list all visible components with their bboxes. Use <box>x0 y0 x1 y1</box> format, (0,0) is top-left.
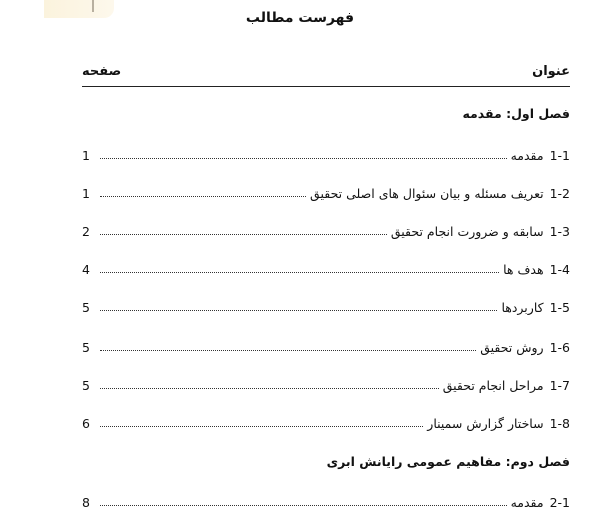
toc-entry[interactable] <box>82 219 570 239</box>
dot-leader <box>100 425 423 427</box>
entry-label: مراحل انجام تحقیق <box>442 378 544 393</box>
entry-number: 1-8 <box>549 416 570 431</box>
entry-page: 5 <box>82 378 90 393</box>
entry-number: 1-7 <box>549 378 570 393</box>
entry-page: 4 <box>82 262 90 277</box>
toc-entry[interactable] <box>82 257 570 277</box>
entry-number: 2-1 <box>549 495 570 510</box>
toc-entry[interactable] <box>82 373 570 393</box>
entry-page: 6 <box>82 416 90 431</box>
entry-page: 8 <box>82 495 90 510</box>
header-title-label: عنوان <box>532 64 570 79</box>
entry-label: روش تحقیق <box>480 340 544 355</box>
dot-leader <box>100 157 507 159</box>
chapter-heading-2: فصل دوم: مفاهیم عمومی رایانش ابری <box>326 454 570 469</box>
toc-entry[interactable] <box>82 411 570 431</box>
toc-entry[interactable] <box>82 295 570 315</box>
entry-label: کاربردها <box>501 300 544 315</box>
entry-number: 1-4 <box>549 262 570 277</box>
dot-leader <box>100 233 387 235</box>
entry-number: 1-1 <box>549 148 570 163</box>
entry-label: هدف ها <box>503 262 544 277</box>
entry-label: سابقه و ضرورت انجام تحقیق <box>390 224 544 239</box>
toc-entry[interactable] <box>82 181 570 201</box>
header-page-label: صفحه <box>82 64 122 79</box>
entry-number: 1-3 <box>549 224 570 239</box>
entry-page: 5 <box>82 340 90 355</box>
entry-number: 1-2 <box>549 186 570 201</box>
toc-entry[interactable] <box>82 490 570 510</box>
page-title: فهرست مطالب <box>245 10 355 26</box>
dot-leader <box>100 504 507 506</box>
dot-leader <box>100 271 499 273</box>
entry-page: 5 <box>82 300 90 315</box>
entry-label: مقدمه <box>510 148 544 163</box>
entry-number: 1-6 <box>549 340 570 355</box>
dot-leader <box>100 195 306 197</box>
chapter-heading-1: فصل اول: مقدمه <box>462 106 570 121</box>
toc-header-row <box>82 62 570 87</box>
toc-entry[interactable] <box>82 335 570 355</box>
entry-number: 1-5 <box>549 300 570 315</box>
dot-leader <box>100 349 476 351</box>
toc-entry[interactable] <box>82 143 570 163</box>
dot-leader <box>100 387 439 389</box>
entry-page: 1 <box>82 186 90 201</box>
entry-page: 2 <box>82 224 90 239</box>
entry-page: 1 <box>82 148 90 163</box>
dot-leader <box>100 309 497 311</box>
entry-label: مقدمه <box>510 495 544 510</box>
entry-label: ساختار گزارش سمینار <box>427 416 544 431</box>
entry-label: تعریف مسئله و بیان سئوال های اصلی تحقیق <box>310 186 544 201</box>
